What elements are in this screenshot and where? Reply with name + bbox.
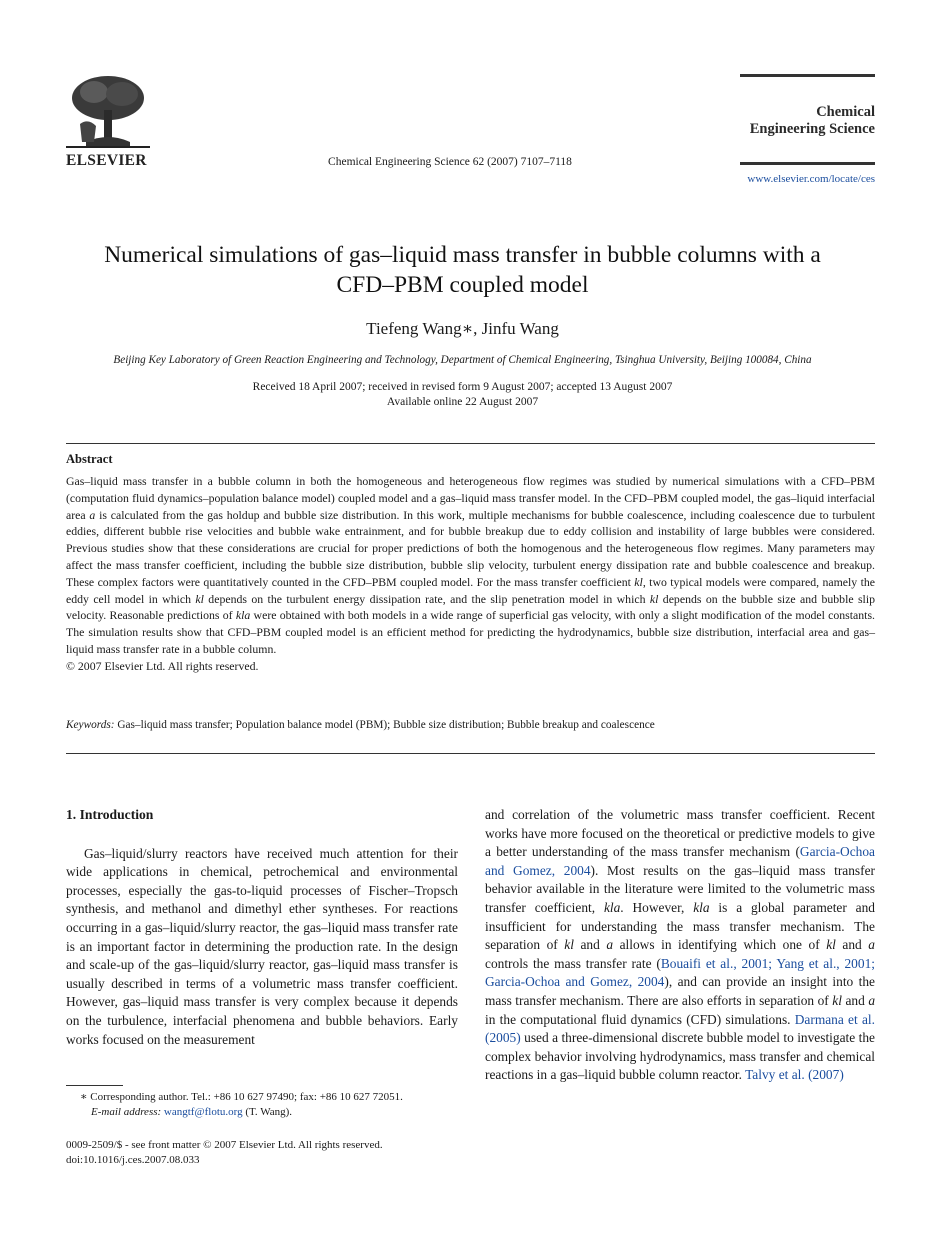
intro-paragraph-continued: and correlation of the volumetric mass transfer coefficient. Recent works have more focused on the theoretical or predictive models to give a better understanding of the mass transfer mechanism (Garcia-Ochoa and Gomez, 2004). Most results on the gas–liquid mass transfer behavior available in the literature were limited to the volumetric mass transfer coefficient, kla. However, kla is a global parameter and insufficient for understanding the mass transfer mechanism. The separation of kl and a allows in identifying which one of kl and a controls the mass transfer rate (Bouaifi et al., 2001; Yang et al., 2001; Garcia-Ochoa and Gomez, 2004), and can provide an insight into the mass transfer mechanism. There are also efforts in separation of kl and a in the computational fluid dynamics (CFD) simulations. Darmana et al. (2005) used a three-dimensional discrete bubble model to investigate the complex behavior involving hydrodynamics, mass transfer and chemical reactions in a gas–liquid bubble column reactor. Talvy et al. (2007) [485,807,876,1083]
journal-name-line2: Engineering Science [749,121,875,137]
divider [66,443,875,444]
corresponding-author: ∗ Corresponding author. Tel.: +86 10 627 97490; fax: +86 10 627 72051. [80,1091,403,1103]
footnote-rule [66,1085,123,1086]
abstract-heading: Abstract [66,452,113,466]
divider [66,753,875,754]
article-dates [100,380,825,410]
journal-rule [740,162,875,165]
title-line2: CFD–PBM coupled model [336,272,589,298]
citation-link[interactable]: Bouaifi et al., 2001; Yang et al., 2001; Garcia-Ochoa and Gomez, 2004 [485,955,875,990]
available-date: Available online 22 August 2007 [386,396,539,408]
front-matter-line: 0009-2509/$ - see front matter © 2007 Elsevier Ltd. All rights reserved. [66,1139,383,1151]
doi: doi:10.1016/j.ces.2007.08.033 [66,1154,200,1166]
front-matter [66,1138,458,1168]
authors: Tiefeng Wang∗, Jinfu Wang [366,319,559,338]
email-line: E-mail address: wangtf@flotu.org (T. Wang). [91,1106,293,1118]
journal-url-link[interactable]: www.elsevier.com/locate/ces [747,173,875,185]
abstract-text: Gas–liquid mass transfer in a bubble column in both the homogeneous and heterogeneous flow regimes was studied by numerical simulations with a CFD–PBM (computation fluid dynamics–population balance model) coupled model and a gas–liquid mass transfer model. In the CFD–PBM coupled model, the gas–liquid interfacial area a is calculated from the gas holdup and bubble size distribution. In this work, multiple mechanisms for bubble coalescence, including coalescence due to turbulent eddies, different bubble rise velocities and bubble wake entrainment, and for bubble breakup due to eddy collision and instability of large bubbles were considered. Previous studies show that these considerations are crucial for proper predictions of both the homogenous and the heterogeneous flow regimes. Many parameters may affect the mass transfer coefficient, including the bubble size distribution, bubble slip velocity, turbulent energy dissipation rate and bubble coalescence and breakup. These complex factors were quantitatively counted in the CFD–PBM coupled model. For the mass transfer coefficient kl, two typical models were compared, namely the eddy cell model in which kl depends on the turbulent energy dissipation rate, and the slip penetration model in which kl depends on the bubble size and bubble slip velocity. Reasonable predictions of kla were obtained with both models in a wide range of superficial gas velocity, with only a slight modification of the model constants. The simulation results show that CFD–PBM coupled model is an efficient method for predicting the hydrodynamics, bubble size distribution, interfacial area and gas–liquid mass transfer rate in a bubble column. © 2007 Elsevier Ltd. All rights reserved. [66,474,876,673]
citation-link[interactable]: Talvy et al. (2007) [745,1067,844,1083]
abstract-copyright: © 2007 Elsevier Ltd. All rights reserved. [66,658,259,673]
email-link[interactable]: wangtf@flotu.org [163,1106,243,1118]
tree-logo-icon [66,74,150,150]
received-dates: Received 18 April 2007; received in revised form 9 August 2007; accepted 13 August 2007 [252,381,673,393]
keywords [66,719,875,731]
publisher-logo [66,74,150,170]
left-column [66,806,458,1049]
right-column [485,806,875,1085]
article-title [40,240,885,300]
citation-link[interactable]: Garcia-Ochoa and Gomez, 2004 [485,844,875,878]
footnote [66,1090,458,1120]
keywords-text: Gas–liquid mass transfer; Population balance model (PBM); Bubble size distribution; Bubble breakup and coalescence [117,719,655,731]
journal-rule [740,74,875,77]
keywords-label: Keywords: [66,719,115,731]
journal-citation: Chemical Engineering Science 62 (2007) 7107–7118 [328,156,572,168]
journal-name [690,104,875,138]
citation-link[interactable]: Darmana et al. (2005) [485,1011,875,1046]
publisher-name: ELSEVIER [66,152,147,169]
section-heading: 1. Introduction [66,807,154,822]
intro-paragraph: Gas–liquid/slurry reactors have received much attention for their wide applications in chemical, petrochemical and environmental processes, especially the gas-to-liquid processes of Fischer–Tropsch synthesis, and methanol and dimethyl ether syntheses. For reactions occurring in a gas–liquid/slurry reactor, the gas–liquid mass transfer rate is an important factor in determining the production rate. In the design and scale-up of the gas–liquid/slurry reactor, gas–liquid mass transfer is usually described in terms of a volumetric mass transfer coefficient. However, gas–liquid mass transfer is very complex because it depends on the turbulence, interfacial phenomena and bubble behaviors. Early works focused on the measurement [66,845,458,1047]
title-line1: Numerical simulations of gas–liquid mass transfer in bubble columns with a [104,242,821,268]
affiliation: Beijing Key Laboratory of Green Reaction Engineering and Technology, Department of Chemical Engineering, Tsinghua University, Beijing 100084, China [113,354,812,366]
journal-name-line1: Chemical [816,104,875,120]
